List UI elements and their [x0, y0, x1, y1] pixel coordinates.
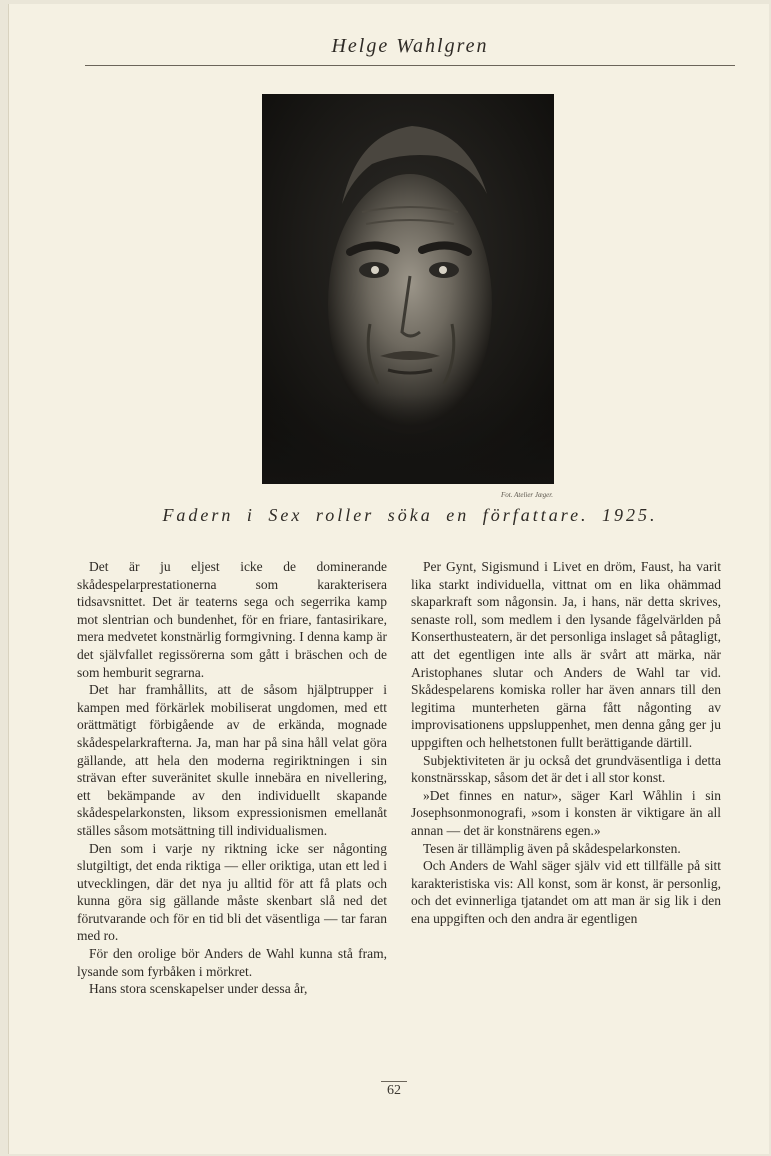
page-number-rule — [381, 1081, 407, 1082]
paragraph: Tesen är tillämplig även på skådespelarkonsten. — [423, 840, 681, 856]
photo-caption: Fadern i Sex roller söka en författare. 1925. — [162, 505, 658, 525]
paragraph: Per Gynt, Sigismund i Livet en dröm, Faust, ha varit lika starkt individuella, vittnat om en lika ohämmad skaparkraft som någonsin. Ja, i hans, när detta skrives, senaste roll, som medlem i den lysande fågelvärlden på Konserthusteatern, är det personliga inslaget så påtagligt, att det egentligen inte alls är svårt att märka, när Aristophanes slutar och Anders de Wahl tar vid. Skådespelarens komiska roller har även annars till den legitima munterheten gärna fått någonting av improvisationens uppsluppenhet, men denna gång ger ju uppgiften och helhetstonen fullt berättigande därtill. — [411, 559, 721, 750]
paragraph: Det är ju eljest icke de dominerande skådespelarprestationerna som karakterisera tidsavsnittet. Det är teaterns sega och segerrika kamp mot slentrian och bundenhet, för en friare, fantasirikare, mera medvetet konstnärlig formgivning. I denna kamp är det självfallet regissörerna som gått i bräschen och de som hemburit segrarna. — [77, 559, 387, 680]
paragraph: För den orolige bör Anders de Wahl kunna stå fram, lysande som fyrbåken i mörkret. — [77, 946, 387, 979]
paragraph: Den som i varje ny riktning icke ser någonting slutgiltigt, det enda riktiga — eller oriktiga, utan ett led i utvecklingen, där det nya ju alltid för att få plats och kunna göra sig gällande måste skenbart slå ned det förutvarande och för en tid bli det väsentliga — tar faran med ro. — [77, 840, 387, 944]
page-number: 62 — [387, 1083, 401, 1098]
paragraph: Subjektiviteten är ju också det grundväsentliga i detta konstnärsskap, såsom det är det i all stor konst. — [411, 752, 721, 786]
paragraph: Och Anders de Wahl säger själv vid ett tillfälle på sitt karakteristiska vis: All konst, som är konst, är personlig, och det evinnerliga tjatandet om att man är sig lik i den ena uppgiften och den andra är egentligen — [411, 858, 721, 926]
portrait-photograph — [262, 94, 554, 484]
book-page — [8, 4, 769, 1154]
paragraph: Hans stora scenskapelser under dessa år, — [89, 981, 308, 997]
portrait-illustration — [262, 94, 554, 484]
running-header: Helge Wahlgren — [331, 35, 489, 57]
header-rule — [85, 65, 735, 66]
photo-credit: Fot. Atelier Jæger. — [501, 491, 553, 499]
paragraph: Det har framhållits, att de såsom hjälptrupper i kampen med förkärlek mobiliserat ungdomen, med ett orättmätigt förbigående av de erkända, mognade skådespelarkrafterna. Ja, man har på sina håll velat göra gällande, att hela den moderna regiriktningen i sin strävan efter suveränitet skulle innebära en nivellering, ett bekämpande av den individuellt skapande skådespelarkonsten, liksom expressionismen emellanåt ställes såsom motsättning till individualismen. — [77, 682, 387, 838]
paragraph: »Det finnes en natur», säger Karl Wåhlin i sin Josephsonmonografi, »som i konsten är viktigare än all annan — det är konstnärens egen.» — [411, 787, 721, 838]
text-column-left — [77, 558, 387, 998]
text-column-right — [411, 558, 721, 927]
